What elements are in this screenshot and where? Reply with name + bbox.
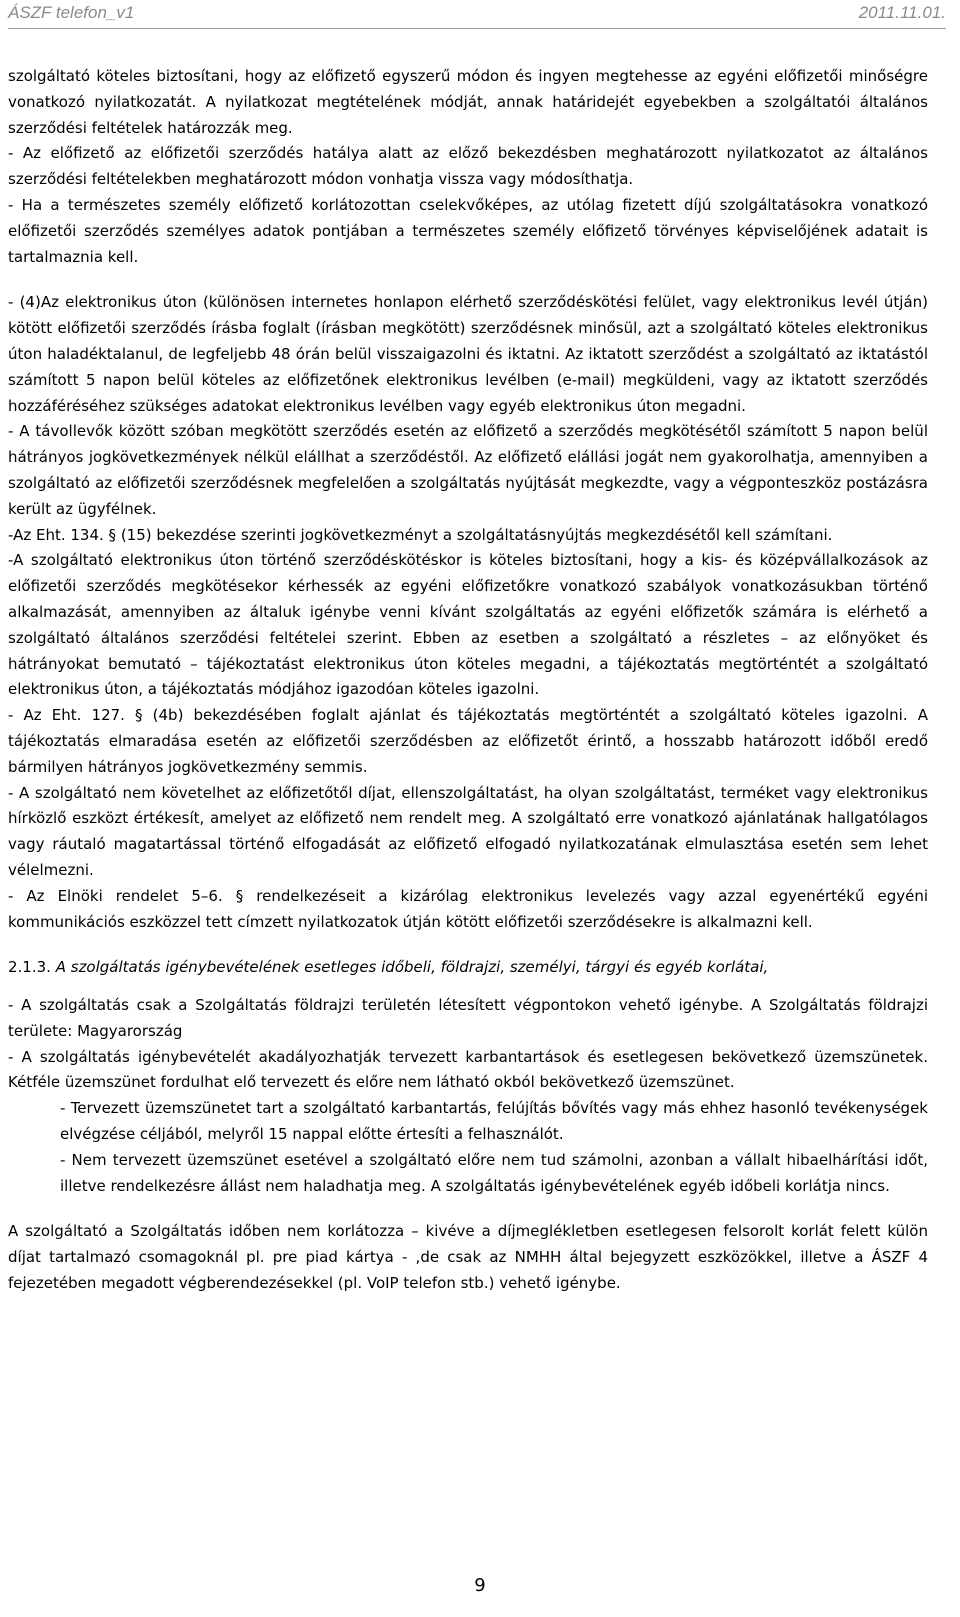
document-body: [8, 64, 928, 1297]
page-header: [0, 0, 960, 30]
paragraph: szolgáltató köteles biztosítani, hogy az előfizető egyszerű módon és ingyen megtehesse az egyéni előfizetői minőségre vonatkozó nyilatkozatát. A nyilatkozat megtételének módját, annak határidejét egyebekben a szolgáltatói általános szerződési feltételek határozzák meg.: [8, 67, 928, 137]
header-date: 2011.11.01.: [858, 3, 946, 22]
paragraph: -A szolgáltató elektronikus úton történő szerződéskötéskor is köteles biztosítani, hogy a kis- és középvállalkozások az előfizetői szerződés megkötésekor kérhessék az egyéni előfizetőkre vonatkozó szabályok vonatkozásukban történő alkalmazását, amennyiben az általuk igénybe venni kívánt szolgáltatás az egyéni előfizetők számára is elérhető a szolgáltató általános szerződési feltételei szerint. Ebben az esetben a szolgáltató a részletes – az előnyöket és hátrányokat bemutató – tájékoztatást elektronikus úton köteles megadni, a tájékoztatás megtörténtét a szolgáltató elektronikus úton, a tájékoztatás módjához igazodóan köteles igazolni.: [8, 551, 928, 699]
paragraph: - A szolgáltató nem követelhet az előfizetőtől díjat, ellenszolgáltatást, ha olyan szolgáltatást, terméket vagy elektronikus hírközlő eszközt értékesít, amelyet az előfizető nem rendelt meg. A szolgáltató erre vonatkozó ajánlatának hallgatólagos vagy ráutaló magatartással történő elfogadását az előfizető elfogadó nyilatkozatának elmulasztása esetén sem lehet vélelmezni.: [8, 783, 928, 879]
section-title: A szolgáltatás igénybevételének esetleges időbeli, földrajzi, személyi, tárgyi és egyéb korlátai,: [55, 958, 769, 977]
indented-paragraph: - Tervezett üzemszünetet tart a szolgáltató karbantartás, felújítás bővítés vagy más ehhez hasonló tevékenységek elvégzése céljából, melyről 15 nappal előtte értesíti a felhasználót.: [60, 1099, 928, 1144]
paragraph: - (4)Az elektronikus úton (különösen internetes honlapon elérhető szerződéskötési felület, vagy elektronikus levél útján) kötött előfizetői szerződés írásba foglalt (írásban megkötött) szerződésnek minősül, azt a szolgáltató köteles elektronikus úton haladéktalanul, de legfeljebb 48 órán belül visszaigazolni és iktatni. Az iktatott szerződést a szolgáltató az iktatástól számított 5 napon belül köteles az előfizetőnek elektronikus levélben (e-mail) megküldeni, vagy az iktatott szerződés hozzáféréséhez szükséges adatokat elektronikus levélben vagy egyéb elektronikus úton megadni.: [8, 293, 928, 415]
paragraph: - Ha a természetes személy előfizető korlátozottan cselekvőképes, az utólag fizetett díjú szolgáltatásokra vonatkozó előfizetői szerződés személyes adatok pontjában a természetes személy előfizető törvényes képviselőjének adatait is tartalmaznia kell.: [8, 195, 928, 266]
paragraph: - A szolgáltatás igénybevételét akadályozhatják tervezett karbantartások és esetlegesen bekövetkező üzemszünetek. Kétféle üzemszünet fordulhat elő tervezett és előre nem látható okból bekövetkező üzemszünet.: [8, 1047, 928, 1092]
paragraph: -Az Eht. 134. § (15) bekezdése szerinti jogkövetkezményt a szolgáltatásnyújtás megkezdésétől kell számítani.: [8, 525, 833, 544]
paragraph: A szolgáltató a Szolgáltatás időben nem korlátozza – kivéve a díjmeglékletben esetlegesen felsorolt korlát felett külön díjat tartalmazó csomagoknál pl. pre piad kártya - ,de csak az NMHH által bejegyzett eszközökkel, illetve a ÁSZF 4 fejezetében megadott végberendezésekkel (pl. VoIP telefon stb.) vehető igénybe.: [8, 1222, 928, 1293]
paragraph: - A távollevők között szóban megkötött szerződés esetén az előfizető a szerződés megkötésétől számított 5 napon belül hátrányos jogkövetkezmények nélkül elállhat a szerződéstől. Az előfizető elállási jogát nem gyakorolhatja, amennyiben a szolgáltató az előfizetői szerződésnek megfelelően a szolgáltatás nyújtását megkezdte, vagy a végponteszköz postázásra került az ügyfélnek.: [8, 422, 928, 518]
paragraph: - Az Elnöki rendelet 5–6. § rendelkezéseit a kizárólag elektronikus levelezés vagy azzal egyenértékű egyéni kommunikációs eszközzel tett címzett nyilatkozatok útján kötött előfizetői szerződésekre is alkalmazni kell.: [8, 886, 928, 931]
page-number: 9: [474, 1575, 486, 1596]
indented-paragraph: - Nem tervezett üzemszünet esetével a szolgáltató előre nem tud számolni, azonban a vállalt hibaelhárítási időt, illetve rendelkezésre állást nem haladhatja meg. A szolgáltatás igénybevételének egyéb időbeli korlátja nincs.: [60, 1150, 928, 1195]
paragraph: - Az Eht. 127. § (4b) bekezdésében foglalt ajánlat és tájékoztatás megtörténtét a szolgáltató köteles igazolni. A tájékoztatás elmaradása esetén az előfizetői szerződésben az előfizetőt érintő, a hosszabb határozott időből eredő bármilyen hátrányos jogkövetkezmény semmis.: [8, 706, 928, 776]
section-heading: [8, 955, 928, 981]
paragraph: - A szolgáltatás csak a Szolgáltatás földrajzi területén létesített végpontokon vehető igénybe. A Szolgáltatás földrajzi területe: Magyarország: [8, 996, 928, 1040]
header-title: ÁSZF telefon_v1: [8, 3, 135, 22]
section-number: 2.1.3.: [8, 958, 51, 977]
header-divider: [8, 28, 946, 29]
paragraph: - Az előfizető az előfizetői szerződés hatálya alatt az előző bekezdésben meghatározott nyilatkozatot az általános szerződési feltételekben meghatározott módon vonhatja vissza vagy módosíthatja.: [8, 144, 928, 189]
